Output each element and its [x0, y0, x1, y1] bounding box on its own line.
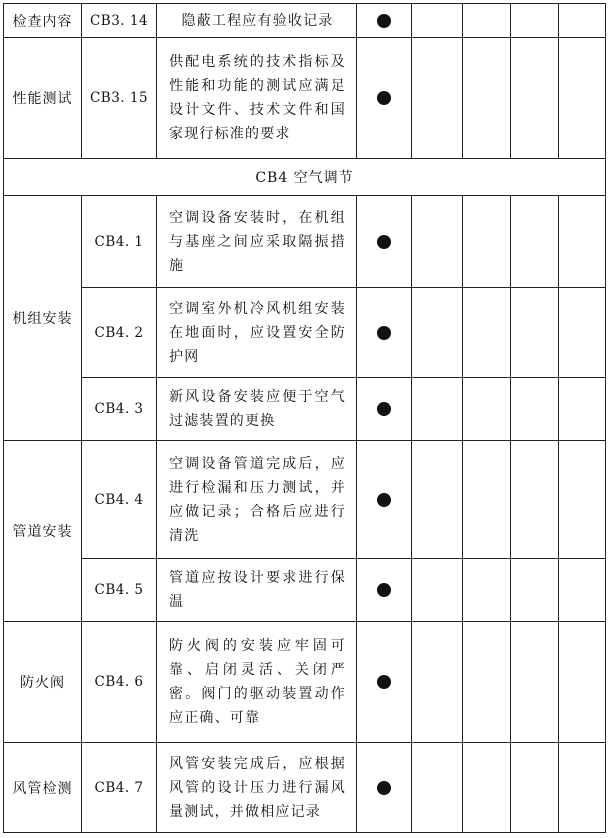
item-code: CB3. 15: [82, 38, 157, 159]
empty-cell: [463, 38, 511, 159]
empty-cell: [412, 38, 463, 159]
filled-dot-icon: [377, 402, 391, 416]
empty-cell: [463, 196, 511, 288]
requirement-text: 管道应按设计要求进行保温: [157, 559, 357, 622]
item-code: CB3. 14: [82, 4, 157, 38]
item-code: CB4. 7: [82, 743, 157, 833]
empty-cell: [463, 622, 511, 743]
filled-dot-icon: [377, 583, 391, 597]
empty-cell: [412, 196, 463, 288]
item-code: CB4. 1: [82, 196, 157, 288]
filled-dot-icon: [377, 781, 391, 795]
empty-cell: [559, 196, 606, 288]
empty-cell: [559, 4, 606, 38]
category-cell: 机组安装: [4, 196, 82, 441]
empty-cell: [463, 378, 511, 441]
empty-cell: [463, 441, 511, 559]
category-cell: 防火阀: [4, 622, 82, 743]
section-header-row: [4, 159, 606, 196]
empty-cell: [511, 38, 559, 159]
requirement-text: 空调设备管道完成后，应进行检漏和压力测试，并应做记录；合格后应进行清洗: [157, 441, 357, 559]
filled-dot-icon: [377, 14, 391, 28]
category-cell: 性能测试: [4, 38, 82, 159]
table-row: [4, 378, 606, 441]
empty-cell: [463, 559, 511, 622]
filled-dot-icon: [377, 235, 391, 249]
filled-dot-icon: [377, 493, 391, 507]
requirement-text: 供配电系统的技术指标及性能和功能的测试应满足设计文件、技术文件和国家现行标准的要求: [157, 38, 357, 159]
requirement-text: 防火阀的安装应牢固可靠、启闭灵活、关闭严密。阀门的驱动装置动作应正确、可靠: [157, 622, 357, 743]
table-row: [4, 622, 606, 743]
category-cell: 管道安装: [4, 441, 82, 622]
filled-dot-icon: [377, 675, 391, 689]
empty-cell: [511, 622, 559, 743]
category-cell: 风管检测: [4, 743, 82, 833]
inspection-table: [3, 3, 606, 833]
empty-cell: [412, 559, 463, 622]
mark-cell: [357, 378, 412, 441]
empty-cell: [559, 288, 606, 378]
empty-cell: [412, 378, 463, 441]
empty-cell: [511, 196, 559, 288]
item-code: CB4. 5: [82, 559, 157, 622]
mark-cell: [357, 743, 412, 833]
empty-cell: [511, 288, 559, 378]
table-row: [4, 441, 606, 559]
requirement-text: 隐蔽工程应有验收记录: [157, 4, 357, 38]
empty-cell: [511, 4, 559, 38]
empty-cell: [463, 4, 511, 38]
item-code: CB4. 2: [82, 288, 157, 378]
empty-cell: [412, 743, 463, 833]
filled-dot-icon: [377, 326, 391, 340]
empty-cell: [559, 378, 606, 441]
mark-cell: [357, 38, 412, 159]
requirement-text: 新风设备安装应便于空气过滤装置的更换: [157, 378, 357, 441]
empty-cell: [412, 622, 463, 743]
table-row: [4, 743, 606, 833]
empty-cell: [511, 378, 559, 441]
mark-cell: [357, 288, 412, 378]
requirement-text: 风管安装完成后，应根据风管的设计压力进行漏风量测试，并做相应记录: [157, 743, 357, 833]
requirement-text: 空调设备安装时，在机组与基座之间应采取隔振措施: [157, 196, 357, 288]
empty-cell: [511, 559, 559, 622]
empty-cell: [559, 559, 606, 622]
empty-cell: [559, 743, 606, 833]
table-row: [4, 4, 606, 38]
item-code: CB4. 3: [82, 378, 157, 441]
empty-cell: [559, 441, 606, 559]
empty-cell: [463, 743, 511, 833]
empty-cell: [559, 622, 606, 743]
empty-cell: [412, 4, 463, 38]
table-row: [4, 196, 606, 288]
category-cell: 检查内容: [4, 4, 82, 38]
empty-cell: [511, 743, 559, 833]
mark-cell: [357, 622, 412, 743]
table-row: [4, 38, 606, 159]
empty-cell: [559, 38, 606, 159]
empty-cell: [511, 441, 559, 559]
table-row: [4, 288, 606, 378]
mark-cell: [357, 196, 412, 288]
mark-cell: [357, 4, 412, 38]
mark-cell: [357, 559, 412, 622]
requirement-text: 空调室外机冷风机组安装在地面时，应设置安全防护网: [157, 288, 357, 378]
mark-cell: [357, 441, 412, 559]
empty-cell: [412, 288, 463, 378]
empty-cell: [412, 441, 463, 559]
section-title: CB4 空气调节: [4, 159, 606, 196]
item-code: CB4. 6: [82, 622, 157, 743]
table-row: [4, 559, 606, 622]
item-code: CB4. 4: [82, 441, 157, 559]
filled-dot-icon: [377, 91, 391, 105]
empty-cell: [463, 288, 511, 378]
